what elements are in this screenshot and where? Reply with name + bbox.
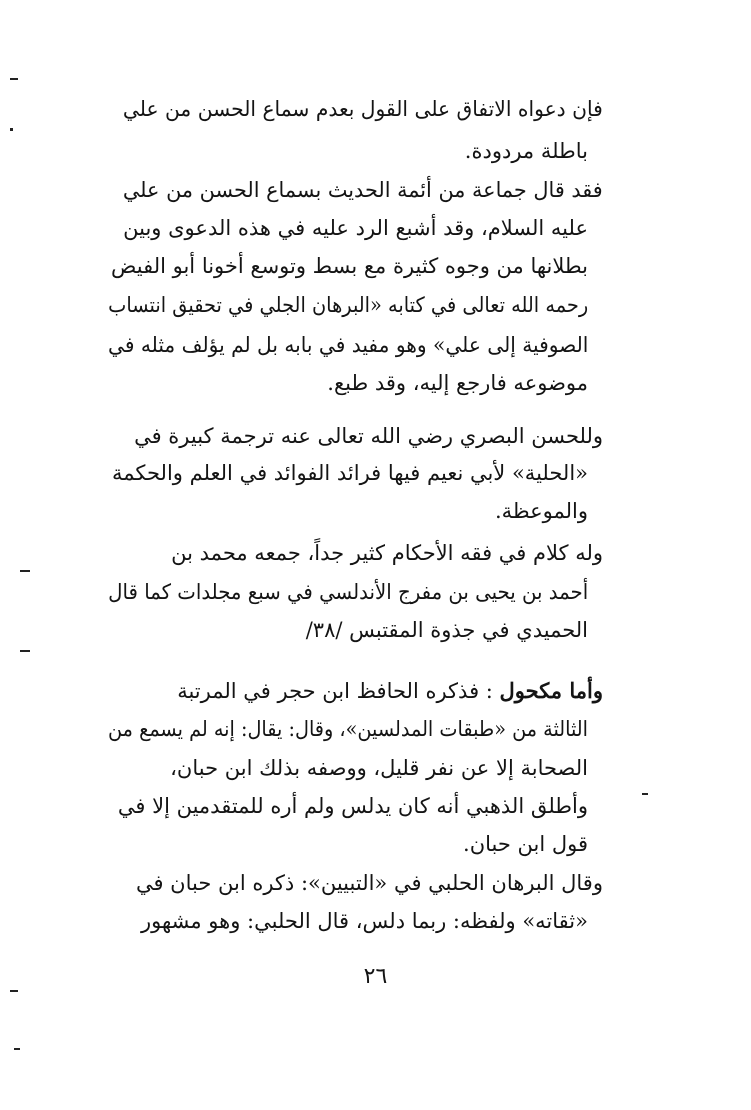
text-line: «الحلية» لأبي نعيم فيها فرائد الفوائد في العلم والحكمة: [112, 461, 588, 485]
text-line: الثالثة من «طبقات المدلسين»، وقال: يقال: إنه لم يسمع من: [108, 717, 588, 741]
text-line: قول ابن حبان.: [463, 832, 588, 856]
text-line: بطلانها من وجوه كثيرة مع بسط وتوسع أخونا أبو الفيض: [111, 254, 588, 278]
margin-mark: [20, 650, 30, 652]
text-line: «ثقاته» ولفظه: ربما دلس، قال الحلبي: وهو مشهور: [140, 909, 588, 933]
topic-heading: وأما مكحول: [499, 678, 603, 703]
text-run: : فذكره الحافظ ابن حجر في المرتبة: [177, 679, 493, 703]
text-line: أحمد بن يحيى بن مفرج الأندلسي في سبع مجلدات كما قال: [107, 580, 588, 604]
text-line: عليه السلام، وقد أشبع الرد عليه في هذه الدعوى وبين: [123, 216, 588, 240]
text-line: رحمه الله تعالى في كتابه «البرهان الجلي في تحقيق انتساب: [107, 293, 588, 317]
margin-mark: [10, 128, 13, 131]
text-line: باطلة مردودة.: [464, 139, 588, 163]
text-line: فإن دعواه الاتفاق على القول بعدم سماع الحسن من علي: [123, 97, 603, 121]
text-line: وأطلق الذهبي أنه كان يدلس ولم أره للمتقدمين إلا في: [117, 794, 588, 818]
margin-mark: [20, 570, 30, 572]
margin-mark: [642, 793, 648, 795]
text-line: [177, 676, 603, 706]
text-line: الحميدي في جذوة المقتبس /٣٨/: [305, 618, 588, 642]
text-line: وله كلام في فقه الأحكام كثير جداً، جمعه محمد بن: [171, 541, 603, 565]
margin-mark: [14, 1048, 20, 1050]
text-line: وقال البرهان الحلبي في «التبيين»: ذكره ابن حبان في: [135, 871, 603, 895]
text-line: فقد قال جماعة من أئمة الحديث بسماع الحسن من علي: [123, 178, 603, 202]
text-line: الصحابة إلا عن نفر قليل، ووصفه بذلك ابن حبان،: [170, 756, 588, 780]
page-number: ٢٦: [363, 964, 388, 989]
text-line: موضوعه فارجع إليه، وقد طبع.: [327, 371, 588, 395]
text-line: وللحسن البصري رضي الله تعالى عنه ترجمة كبيرة في: [134, 424, 603, 448]
margin-mark: [10, 78, 18, 80]
text-line: الصوفية إلى علي» وهو مفيد في بابه بل لم يؤلف مثله في: [107, 333, 588, 357]
text-line: والموعظة.: [494, 499, 588, 523]
